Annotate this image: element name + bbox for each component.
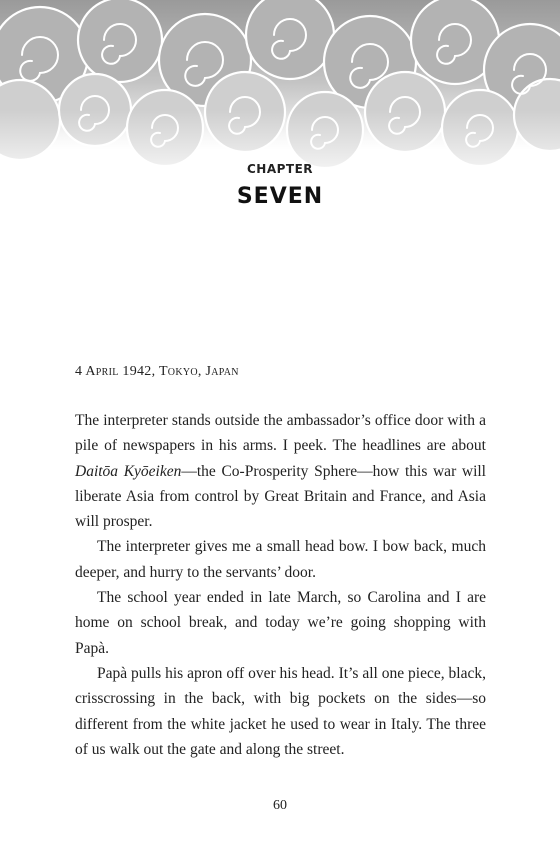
- paragraph-1: [75, 408, 486, 534]
- paragraph-4: Papà pulls his apron off over his head. It’s all one piece, black, crisscrossing in the back, with big pockets on the sides—so different from the white jacket he used to wear in Italy. The three of us walk out the gate and along the street.: [75, 664, 486, 758]
- dateline: 4 April 1942, Tokyo, Japan: [75, 364, 239, 379]
- paragraph-2: The interpreter gives me a small head bow. I bow back, much deeper, and hurry to the servants’ door.: [75, 538, 486, 581]
- page-number: 60: [273, 798, 287, 813]
- italic-term: Daitōa Kyōeiken: [75, 462, 182, 480]
- paragraph-1-text-start: The interpreter stands outside the ambassador’s office door with a pile of newspapers in his arms. I peek. The headlines are about: [75, 412, 486, 455]
- chapter-label: CHAPTER: [246, 162, 314, 176]
- chapter-title: SEVEN: [236, 184, 324, 209]
- paragraph-1-text-end: —the Co-Prosperity Sphere—how this war will liberate Asia from control by Great Britain and France, and Asia will prosper.: [75, 462, 486, 531]
- paragraph-3: The school year ended in late March, so Carolina and I are home on school break, and today we’re going shopping with Papà.: [75, 589, 486, 657]
- body-text: [75, 408, 486, 762]
